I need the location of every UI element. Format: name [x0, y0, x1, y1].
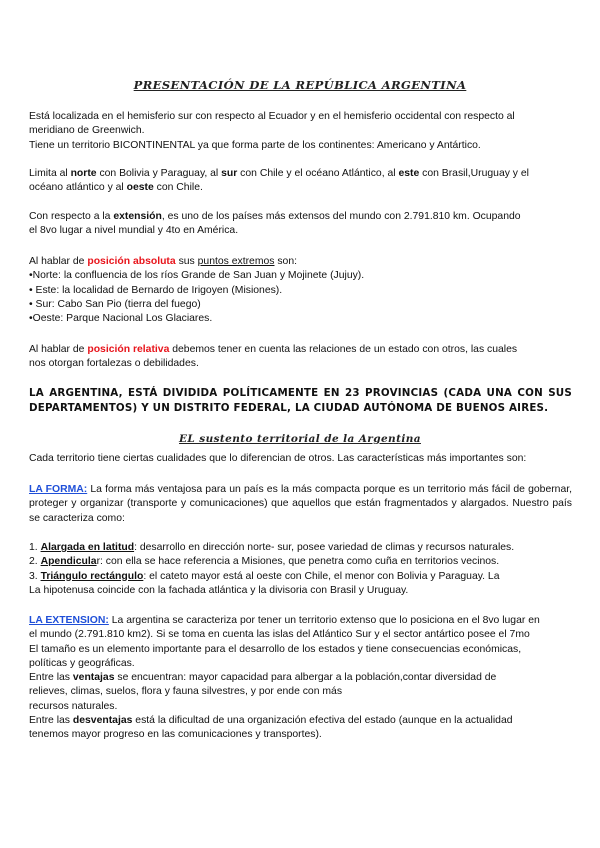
extension-label: LA EXTENSION: [29, 615, 109, 626]
text: Con respecto a la [29, 211, 114, 222]
bold-ventajas: ventajas [72, 672, 115, 684]
text: con Chile y el océano Atlántico, al [237, 168, 399, 179]
intro-line: meridiano de Greenwich. [29, 125, 145, 137]
text: La argentina se caracteriza por tener un territorio extenso que lo posiciona en el 8vo lugar en [108, 615, 540, 626]
extension-section [29, 614, 572, 743]
text: , es uno de los países más extensos del mundo con 2.791.810 km. Ocupando [161, 211, 521, 222]
bold-este: este [398, 168, 420, 179]
text: 2. [29, 556, 41, 568]
page-title: PRESENTACIÓN DE LA REPÚBLICA ARGENTINA [133, 78, 467, 92]
provinces-statement: LA ARGENTINA, ESTÁ DIVIDIDA POLÍTICAMENTE EN 23 PROVINCIAS (CADA UNA CON SUS DEPARTAMENTOS) Y UN DISTRITO FEDERAL, LA CIUDAD AUTÓNOMA DE BUENOS AIRES. [29, 387, 572, 414]
text: Limita al [29, 168, 71, 179]
term: Triángulo rectángulo [40, 570, 144, 582]
forma-label: LA FORMA: [29, 484, 88, 495]
forma-list [29, 541, 572, 598]
text: : el cateto mayor está al oeste con Chile, el menor con Bolivia y Paraguay. La [143, 570, 500, 582]
text: está la dificultad de una organización efectiva del estado (aunque en la actualidad [132, 715, 513, 727]
text: La forma más ventajosa para un país es la más compacta porque es un territorio más fácil de gobernar, proteger y organizar (transporte y comunicaciones) que aquellos que están fragmentados y alargados. Nuestro país se caracteriza como: [29, 484, 573, 524]
extension-line: el 8vo lugar a nivel mundial y 4to en América. [29, 225, 239, 237]
underlined-text: puntos extremos [197, 256, 275, 267]
text: con Chile. [153, 182, 203, 194]
section-subtitle: EL sustento territorial de la Argentina [179, 433, 421, 445]
list-item: • Este: la localidad de Bernardo de Irigoyen (Misiones). [29, 284, 283, 296]
list-item [29, 541, 572, 555]
limits-line [29, 181, 572, 195]
text: Entre las [29, 672, 73, 684]
red-highlight: posición relativa [87, 344, 170, 355]
bold-oeste: oeste [126, 182, 154, 194]
term: Apendicula [40, 556, 97, 568]
text: con Bolivia y Paraguay, al [96, 168, 222, 179]
extension-line: el mundo (2.791.810 km2). Si se toma en cuenta las islas del Atlántico Sur y el sector antártico posee el 7mo [29, 629, 530, 641]
text: debemos tener en cuenta las relaciones de un estado con otros, las cuales [169, 344, 518, 355]
text: sus [175, 256, 198, 267]
limits-paragraph [29, 167, 572, 196]
extension-line [29, 671, 572, 685]
extension-paragraph [29, 210, 572, 239]
limits-line [29, 167, 572, 181]
term: Alargada en latitud [40, 542, 135, 553]
bold-desventajas: desventajas [72, 715, 133, 727]
list-item: La hipotenusa coincide con la fachada atlántica y la divisoria con Brasil y Uruguay. [29, 584, 409, 596]
extension-line: políticas y geográficas. [29, 657, 135, 669]
extension-line: tenemos mayor progreso en las comunicaciones y transportes). [29, 729, 322, 741]
bold-extension: extensión [113, 211, 162, 222]
red-highlight: posición absoluta [87, 256, 176, 267]
bold-norte: norte [70, 168, 97, 179]
text: océano atlántico y al [29, 182, 127, 194]
relative-line: nos otorgan fortalezas o debilidades. [29, 358, 199, 370]
text: con Brasil,Uruguay y el [419, 168, 529, 179]
text: Al hablar de [29, 256, 88, 267]
list-item [29, 555, 572, 569]
intro-line: Tiene un territorio BICONTINENTAL ya que forma parte de los continentes: Americano y Antártico. [29, 139, 481, 151]
intro-paragraph [29, 110, 572, 153]
relative-line [29, 343, 572, 357]
extension-line [29, 614, 572, 628]
list-item: •Norte: la confluencia de los ríos Grande de San Juan y Mojinete (Jujuy). [29, 270, 365, 282]
sustento-intro: Cada territorio tiene ciertas cualidades que lo diferencian de otros. Las características más importantes son: [29, 453, 527, 464]
extension-line [29, 714, 572, 728]
text: son: [274, 256, 297, 267]
text: Entre las [29, 715, 73, 727]
forma-paragraph [29, 483, 572, 526]
list-item: •Oeste: Parque Nacional Los Glaciares. [29, 313, 213, 325]
extension-line: relieves, climas, suelos, flora y fauna silvestres, y por ende con más [29, 686, 343, 698]
absolute-heading [29, 255, 572, 269]
extension-line: El tamaño es un elemento importante para el desarrollo de los estados y tiene consecuencias económicas, [29, 643, 522, 655]
bold-sur: sur [221, 168, 238, 179]
text: r: con ella se hace referencia a Misiones, que penetra como cuña en territorios vecinos. [96, 556, 500, 568]
list-item [29, 570, 572, 584]
absolute-position-section [29, 255, 572, 326]
text: 3. [29, 570, 41, 582]
extension-line: recursos naturales. [29, 700, 118, 712]
list-item: • Sur: Cabo San Pio (tierra del fuego) [29, 298, 201, 310]
relative-position-paragraph [29, 343, 572, 372]
text: 1. [29, 542, 41, 553]
text: se encuentran: mayor capacidad para albergar a la población,contar diversidad de [114, 672, 497, 684]
intro-line: Está localizada en el hemisferio sur con respecto al Ecuador y en el hemisferio occidental con respecto al [29, 111, 515, 122]
text: Al hablar de [29, 344, 88, 355]
text: : desarrollo en dirección norte- sur, posee variedad de climas y recursos naturales. [134, 542, 515, 553]
extension-line [29, 210, 572, 224]
